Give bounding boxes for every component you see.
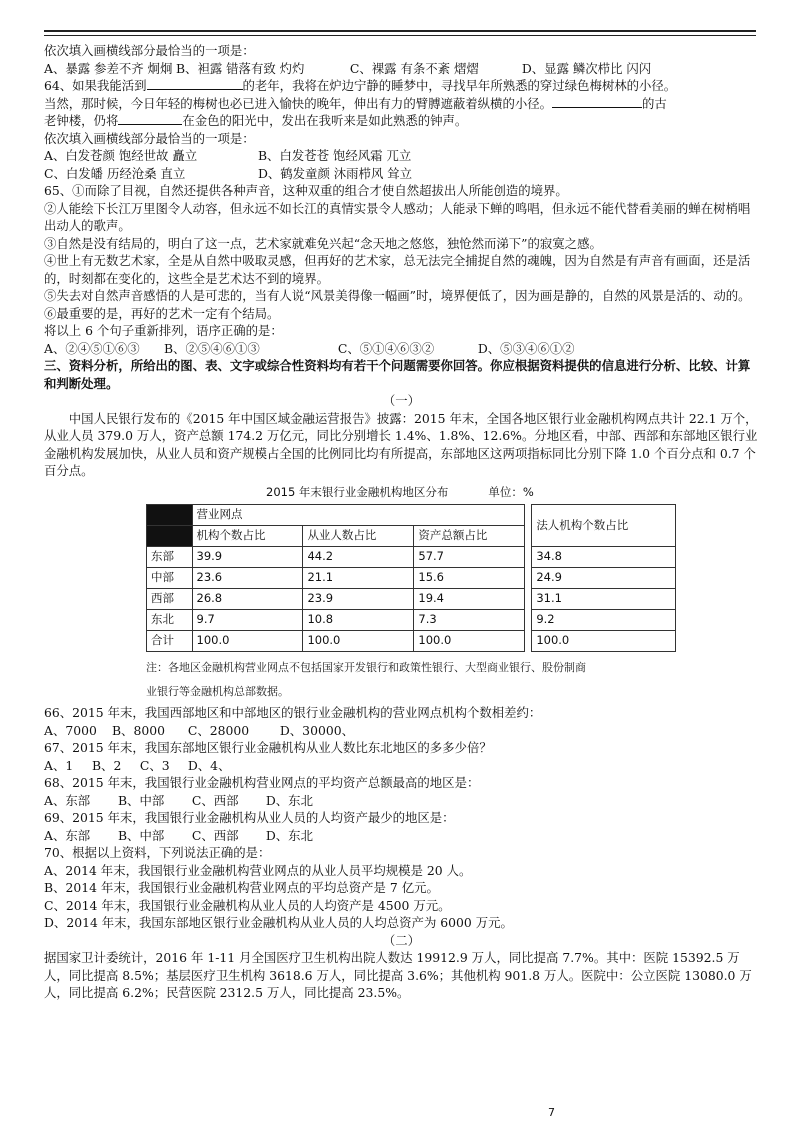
q63-option-a: A、暴露 参差不齐 炯炯 (44, 60, 173, 76)
q67-options (44, 757, 759, 775)
q63-option-c: C、裸露 有条不紊 熠熠 (349, 60, 479, 76)
table-gap (525, 526, 532, 547)
table-gap (525, 547, 532, 568)
table-gap (525, 568, 532, 589)
cell: 57.7 (414, 547, 525, 568)
q64-text: 当然，那时候，今日年轻的梅树也必已进入愉快的晚年，伸出有力的臂膊遮蔽着纵横的小径。 (44, 95, 553, 111)
q63-option-d: D、显露 鳞次栉比 闪闪 (521, 60, 652, 76)
table-gap (525, 610, 532, 631)
q65-option-a: A、②④⑤①⑥③ (44, 340, 140, 356)
material-2-text: 据国家卫计委统计，2016 年 1-11 月全国医疗卫生机构出院人数达 19912.9 万人，同比提高 7.7%。其中：医院 15392.5 万人，同比提高 8.5%；基层医疗卫生机构 3618.6 万人，同比提高 3.6%；其他机构 901.8 万人。医院中：公立医院 13080.0 万人，同比提高 6.2%；民营医院 2312.5 万人，同比提高 23.5%。 (44, 950, 752, 1000)
q64-options-row1 (44, 147, 759, 165)
q63-option-b: B、袒露 错落有致 灼灼 (175, 60, 305, 76)
cell: 34.8 (532, 547, 676, 568)
cell: 31.1 (532, 589, 676, 610)
table-corner-cell (147, 505, 193, 526)
q70-stem: 70、根据以上资料，下列说法正确的是： (44, 845, 271, 860)
section-3-heading: 三、资料分析，所给出的图、表、文字或综合性资料均有若干个问题需要你回答。你应根据资料提供的信息进行分析、比较、计算和判断处理。 (44, 358, 751, 391)
table-header-row (147, 505, 676, 526)
table-gap (525, 631, 532, 652)
row-region: 东北 (147, 610, 193, 631)
row-region: 西部 (147, 589, 193, 610)
page-content (44, 42, 759, 1002)
table-row (147, 589, 676, 610)
q66-option-b: B、8000 (111, 722, 165, 738)
q64-instruction: 依次填入画横线部分最恰当的一项是： (44, 130, 255, 146)
cell: 24.9 (532, 568, 676, 589)
q67-option-b: B、2 (91, 757, 122, 773)
region-distribution-table (146, 504, 676, 652)
group-header-outlets: 营业网点 (192, 505, 525, 526)
q65-sentence-2: ②人能绘下长江万里图令人动容，但永远不如长江的真情实景令人感动；人能录下蝉的鸣唱，但永远不能代替看美丽的蝉在树梢唱出动人的歌声。 (44, 200, 751, 233)
table-gap (525, 589, 532, 610)
material-1-text: 中国人民银行发布的《2015 年中国区域金融运营报告》披露：2015 年末，全国各地区银行业金融机构网点共计 22.1 万个，从业人员 379.0 万人，资产总额 174.2 万亿元，同比分别增长 1.4%、1.8%、12.6%。分地区看，中部、西部和东部地区银行业金融机构发展加快，从业人员和资产规模占全国的比例同比均有所提高，东部地区这两项指标同比分别下降 1.0 个百分点和 0.7 个百分点。 (44, 410, 758, 478)
cell: 100.0 (532, 631, 676, 652)
fill-blank (118, 112, 182, 125)
q69-option-a: A、东部 (44, 827, 91, 843)
q64-option-a: A、白发苍颜 饱经世故 矗立 (44, 148, 198, 163)
table-caption (266, 484, 706, 502)
cell: 100.0 (192, 631, 303, 652)
header-rule-thick (44, 30, 756, 32)
cell: 23.6 (192, 568, 303, 589)
q65-sentence-4: ④世上有无数艺术家，全是从自然中吸取灵感，但再好的艺术家，总无法完全捕捉自然的魂魄，因为自然是有声音有画面，还是活的，时刻都在变化的，这些全是艺术达不到的境界。 (44, 253, 751, 286)
q66-options (44, 722, 759, 740)
q63-options (44, 60, 759, 78)
q64-text: 在金色的阳光中，发出在我听来是如此熟悉的钟声。 (182, 113, 468, 128)
cell: 9.2 (532, 610, 676, 631)
q65-sentence-6: ⑥最重要的是，再好的艺术一定有个结局。 (44, 305, 280, 321)
q64-option-b: B、白发苍苍 饱经风霜 兀立 (257, 148, 412, 163)
cell: 15.6 (414, 568, 525, 589)
q67-option-c: C、3 (139, 757, 170, 773)
cell: 9.7 (192, 610, 303, 631)
q64-line1 (44, 77, 759, 95)
cell: 21.1 (303, 568, 414, 589)
legal-entity-header: 法人机构个数占比 (532, 505, 676, 547)
q64-text: 的古 (642, 95, 667, 111)
q64-text: 64、如果我能活到 (44, 78, 147, 93)
row-region: 合计 (147, 631, 193, 652)
q68-option-d: D、东北 (265, 792, 313, 808)
q66-option-c: C、28000 (187, 722, 250, 738)
col-header-count: 机构个数占比 (192, 526, 303, 547)
q64-option-d: D、鹤发童颜 沐雨栉风 耸立 (257, 165, 413, 181)
cell: 100.0 (414, 631, 525, 652)
q69-option-c: C、西部 (191, 827, 239, 843)
q65-option-c: C、⑤①④⑥③② (337, 340, 435, 356)
q65-sentence-3: ③自然是没有结局的，明白了这一点，艺术家就难免兴起“念天地之悠悠，独怆然而涕下”的寂寞之感。 (44, 235, 602, 251)
q64-options-row2 (44, 165, 759, 183)
q69-stem: 69、2015 年末，我国银行业金融机构从业人员的人均资产最少的地区是： (44, 810, 455, 825)
cell: 19.4 (414, 589, 525, 610)
q65-instruction: 将以上 6 个句子重新排列，语序正确的是： (44, 323, 283, 338)
q65-sentence-1: 65、①而除了目视，自然还提供各种声音，这种双重的组合才使自然超拔出人所能创造的境界。 (44, 183, 568, 198)
q70-option-b: B、2014 年末，我国银行业金融机构营业网点的平均总资产是 7 亿元。 (44, 880, 439, 895)
cell: 23.9 (303, 589, 414, 610)
table-note-line2: 业银行等金融机构总部数据。 (146, 685, 289, 698)
q64-line3 (44, 112, 759, 130)
q63-instruction: 依次填入画横线部分最恰当的一项是： (44, 43, 255, 58)
table-unit: 单位：% (488, 484, 534, 499)
cell: 10.8 (303, 610, 414, 631)
q65-option-b: B、②⑤④⑥①③ (163, 340, 260, 356)
row-region: 中部 (147, 568, 193, 589)
row-region: 东部 (147, 547, 193, 568)
q66-option-d: D、30000、 (279, 722, 354, 738)
col-header-assets: 资产总额占比 (414, 526, 525, 547)
q67-option-a: A、1 (44, 757, 74, 773)
table-row (147, 568, 676, 589)
q70-option-d: D、2014 年末，我国东部地区银行业金融机构从业人员的人均总资产为 6000 万元。 (44, 915, 513, 930)
table-note (146, 656, 706, 704)
cell: 100.0 (303, 631, 414, 652)
q64-line2 (44, 95, 759, 113)
header-rule-thin (44, 35, 756, 36)
q69-options (44, 827, 759, 845)
table-row (147, 547, 676, 568)
q65-option-d: D、⑤③④⑥①② (477, 340, 575, 356)
table-row (147, 631, 676, 652)
table-gap (525, 505, 532, 526)
material-1-label: （一） (382, 393, 421, 408)
table-row (147, 610, 676, 631)
q64-text: 老钟楼，仍将 (44, 113, 119, 128)
q68-option-b: B、中部 (117, 792, 165, 808)
table-title: 2015 年末银行业金融机构地区分布 (266, 484, 449, 499)
col-header-staff: 从业人数占比 (303, 526, 414, 547)
q70-option-c: C、2014 年末，我国银行业金融机构从业人员的人均资产是 4500 万元。 (44, 897, 451, 913)
table-note-line1: 注：各地区金融机构营业网点不包括国家开发银行和政策性银行、大型商业银行、股份制商 (146, 661, 586, 674)
q65-options (44, 340, 759, 358)
material-2-label: （二） (382, 932, 421, 948)
q69-option-d: D、东北 (265, 827, 313, 843)
q68-option-a: A、东部 (44, 792, 91, 808)
q66-stem: 66、2015 年末，我国西部地区和中部地区的银行业金融机构的营业网点机构个数相差约： (44, 705, 542, 720)
fill-blank (552, 95, 642, 108)
table-corner-cell (147, 526, 193, 547)
q68-option-c: C、西部 (191, 792, 239, 808)
page-number: 7 (548, 1106, 555, 1119)
q64-option-c: C、白发皤 历经沧桑 直立 (44, 165, 186, 181)
q68-stem: 68、2015 年末，我国银行业金融机构营业网点的平均资产总额最高的地区是： (44, 775, 480, 790)
cell: 39.9 (192, 547, 303, 568)
q65-sentence-5: ⑤失去对自然声音感悟的人是可悲的，当有人说“风景美得像一幅画”时，境界便低了，因为画是静的，自然的风景是活的、动的。 (44, 288, 751, 303)
q66-option-a: A、7000 (44, 722, 97, 738)
q67-option-d: D、4、 (187, 757, 231, 773)
cell: 7.3 (414, 610, 525, 631)
q70-option-a: A、2014 年末，我国银行业金融机构营业网点的从业人员平均规模是 20 人。 (44, 862, 472, 878)
q68-options (44, 792, 759, 810)
q67-stem: 67、2015 年末，我国东部地区银行业金融机构从业人数比东北地区的多多少倍？ (44, 740, 492, 755)
table-figure (146, 484, 706, 705)
fill-blank (147, 77, 243, 90)
cell: 26.8 (192, 589, 303, 610)
cell: 44.2 (303, 547, 414, 568)
q69-option-b: B、中部 (117, 827, 165, 843)
q64-text: 的老年，我将在炉边宁静的睡梦中，寻找早年所熟悉的穿过绿色梅树林的小径。 (242, 78, 677, 93)
